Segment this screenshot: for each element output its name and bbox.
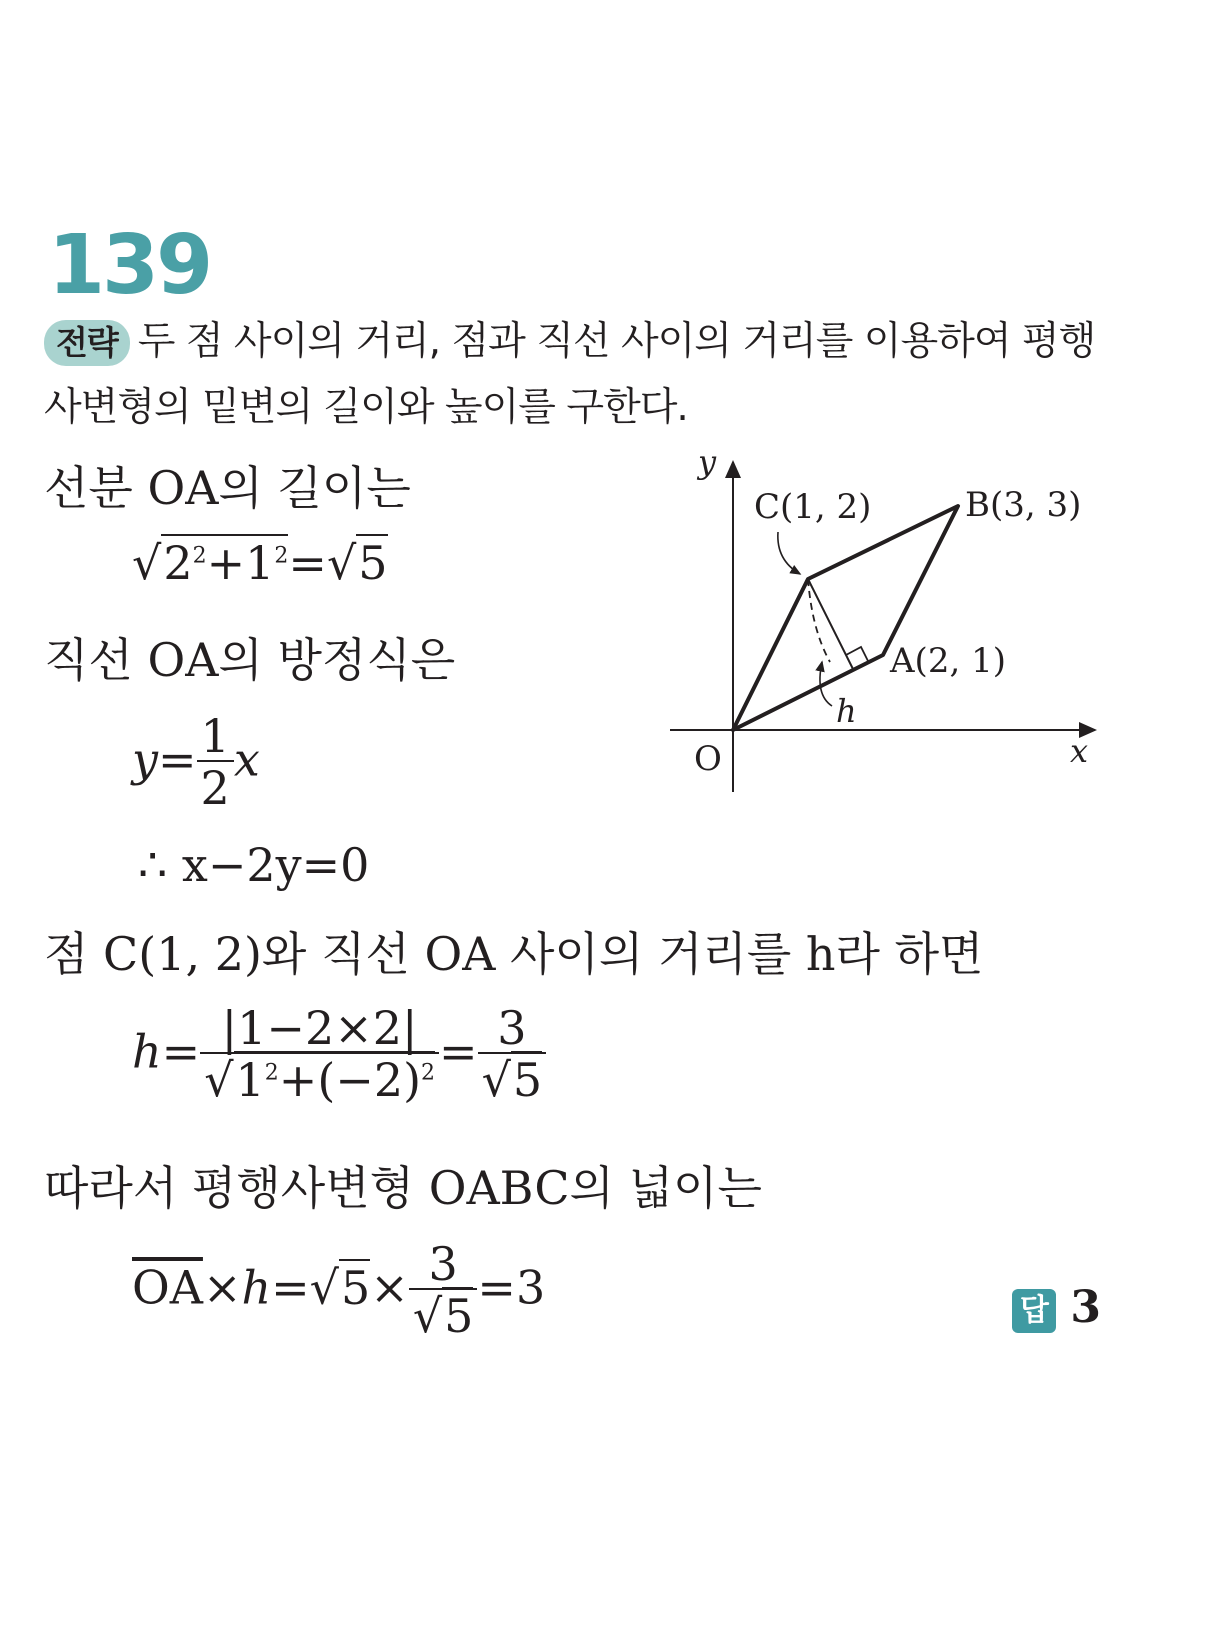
height-arc <box>808 579 830 662</box>
answer <box>1012 1282 1101 1333</box>
parallelogram-diagram <box>650 440 1120 810</box>
equation-length: $√2^2+1^2=√5$ <box>132 536 388 590</box>
step-segment-length: 선분 OA의 길이는 <box>44 461 411 515</box>
height-segment <box>808 579 853 669</box>
point-b-label: B(3, 3) <box>965 485 1082 525</box>
y-axis-label: y <box>698 443 717 481</box>
x-axis-label: x <box>1070 732 1089 770</box>
step-distance: 점 C(1, 2)와 직선 OA 사이의 거리를 h라 하면 <box>44 927 984 981</box>
point-c-label: C(1, 2) <box>754 487 872 527</box>
equation-line: y= $\frac{1}{2}$ x <box>132 709 260 816</box>
answer-value: 3 <box>1070 1282 1101 1333</box>
step-area: 따라서 평행사변형 OABC의 넓이는 <box>44 1161 762 1215</box>
problem-number: 139 <box>48 218 211 313</box>
c-pointer <box>778 532 800 574</box>
right-angle-mark <box>846 647 868 661</box>
origin-label: O <box>694 739 722 779</box>
equation-area: $\overline{OA}\times h=√5\times$ $\frac{3}{√5}$ =3 <box>132 1237 546 1344</box>
equation-therefore: ∴ x−2y=0 <box>138 838 370 892</box>
strategy-line-2: 사변형의 밑변의 길이와 높이를 구한다. <box>44 385 688 430</box>
equation-height: h= $\frac{|1-2\times 2|}{√1^2+(-2)^2}$ = $\frac{3}{√5}$ <box>132 1004 546 1107</box>
point-a-label: A(2, 1) <box>890 641 1006 681</box>
answer-badge: 답 <box>1012 1289 1056 1333</box>
strategy-text-1: 두 점 사이의 거리, 점과 직선 사이의 거리를 이용하여 평행 <box>137 319 1096 364</box>
step-line-equation: 직선 OA의 방정식은 <box>44 633 456 687</box>
height-label: h <box>836 692 857 730</box>
strategy-line-1 <box>44 310 1095 366</box>
strategy-badge: 전략 <box>44 320 130 366</box>
